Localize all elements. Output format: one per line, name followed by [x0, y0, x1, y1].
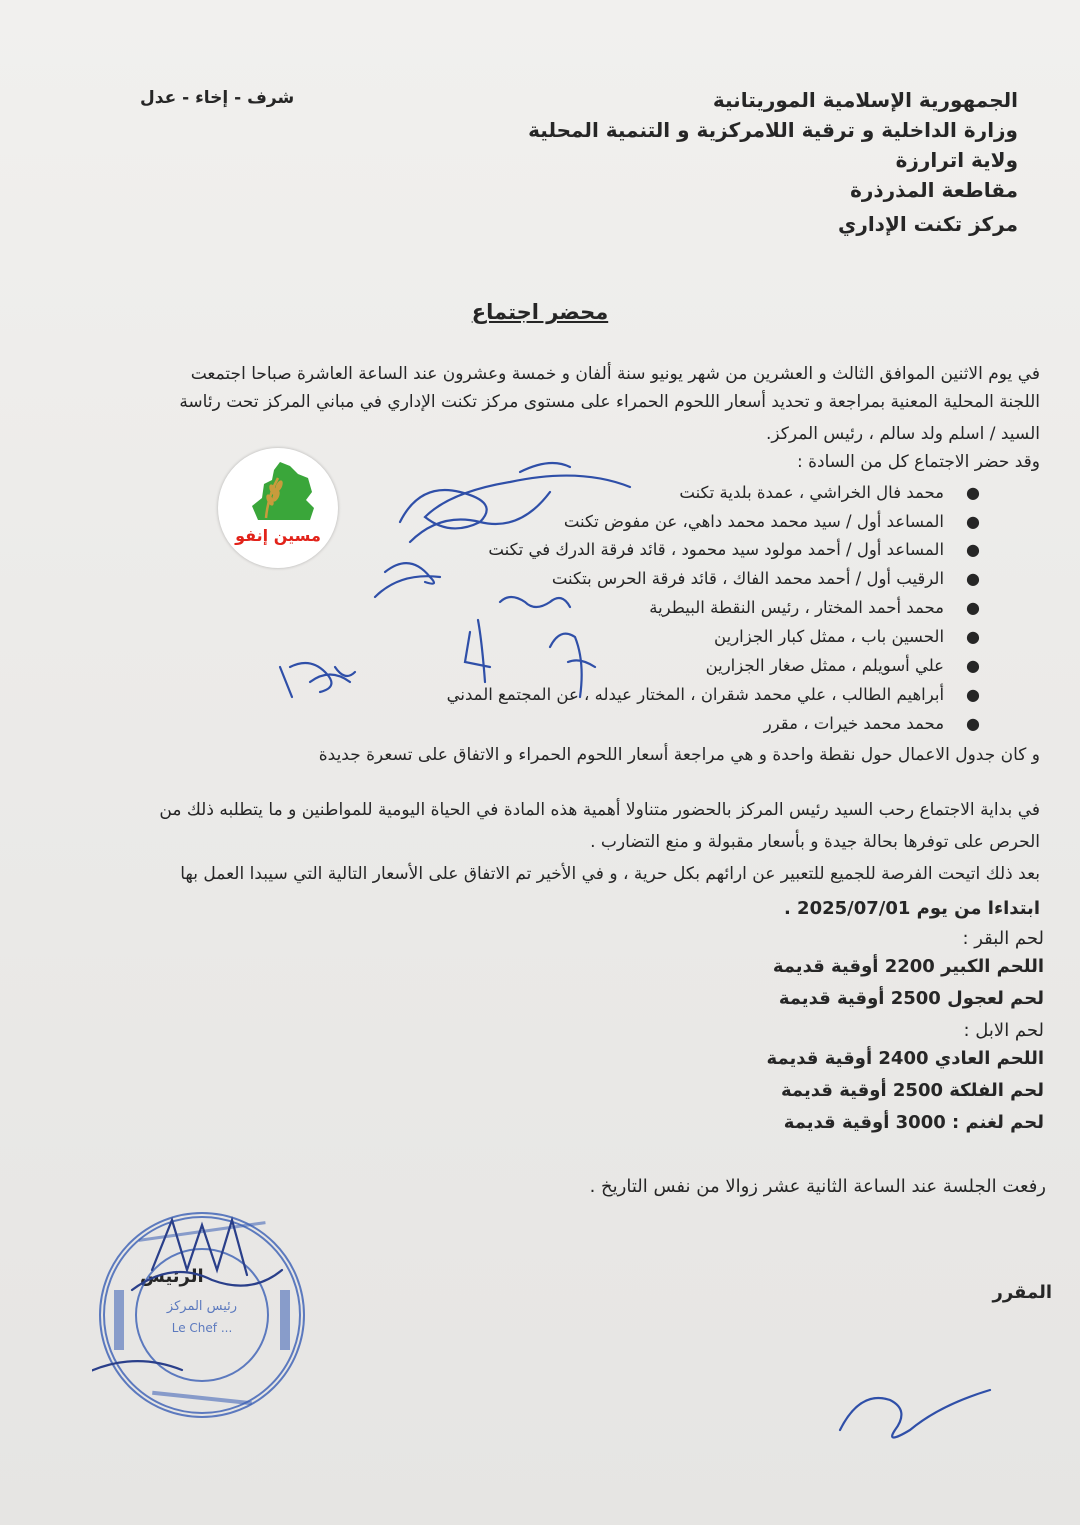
attendee-text: المساعد أول / أحمد مولود سيد محمود ، قائد فرقة الدرك في تكنت	[488, 540, 945, 559]
president-label: الرئيس	[140, 1266, 204, 1287]
attendee-item: ● الرقيب أول / أحمد محمد الفاك ، قائد فرقة الحرس بتكنت	[551, 569, 980, 588]
beef-regular-price: اللحم الكبير 2200 أوقية قديمة	[772, 956, 1044, 977]
stamp-inner-fr: Le Chef ...	[171, 1321, 233, 1335]
beef-heading: لحم البقر :	[962, 928, 1044, 949]
header-motto: شرف - إخاء - عدل	[140, 88, 295, 108]
attendee-item: ● محمد أحمد المختار ، رئيس النقطة البيطرية	[649, 598, 980, 617]
intro-line-3: السيد / اسلم ولد سالم ، رئيس المركز.	[765, 424, 1040, 444]
attendee-text: محمد فال الخراشي ، عمدة بلدية تكنت	[679, 483, 945, 502]
attendee-text: الرقيب أول / أحمد محمد الفاك ، قائد فرقة الحرس بتكنت	[551, 569, 945, 588]
sheep-price: لحم لغنم : 3000 أوقية قديمة	[783, 1112, 1044, 1133]
attendee-item: ● المساعد أول / أحمد مولود سيد محمود ، قائد فرقة الدرك في تكنت	[488, 540, 980, 559]
attendee-text: المساعد أول / سيد محمد محمد داهي، عن مفوض تكنت	[563, 512, 945, 531]
attendee-item: ● علي أسويلم ، ممثل صغار الجزارين	[705, 656, 980, 675]
attendee-text: محمد أحمد المختار ، رئيس النقطة البيطرية	[649, 598, 945, 617]
attendee-item: ● الحسين باب ، ممثل كبار الجزارين	[714, 627, 980, 646]
attendee-item: ● محمد محمد خيرات ، مقرر	[763, 714, 980, 733]
body-line-2: الحرص على توفرها بحالة جيدة و بأسعار مقبولة و منع التضارب .	[590, 832, 1040, 852]
closing-line: رفعت الجلسة عند الساعة الثانية عشر زوالا من نفس التاريخ .	[589, 1176, 1046, 1197]
header-wilaya: ولاية اترارزة	[895, 148, 1018, 172]
attendee-text: الحسين باب ، ممثل كبار الجزارين	[714, 627, 945, 646]
attendee-signatures	[250, 452, 850, 722]
header-ministry: وزارة الداخلية و ترقية اللامركزية و التنمية المحلية	[528, 118, 1018, 142]
rapporteur-label: المقرر	[992, 1282, 1052, 1303]
intro-line-2: اللجنة المحلية المعنية بمراجعة و تحديد أسعار اللحوم الحمراء على مستوى مركز تكنت الإداري في مباني المركز تحت رئاسة	[179, 392, 1040, 412]
camel-young-price: لحم الفلكة 2500 أوقية قديمة	[781, 1080, 1044, 1101]
header-country: الجمهورية الإسلامية الموريتانية	[712, 88, 1018, 112]
beef-calf-price: لحم لعجول 2500 أوقية قديمة	[778, 988, 1044, 1009]
attendee-text: أبراهيم الطالب ، علي محمد شقران ، المختار عيدله ، عن المجتمع المدني	[446, 685, 945, 704]
attendee-text: محمد محمد خيرات ، مقرر	[763, 714, 945, 733]
official-stamp	[92, 1200, 312, 1430]
attendee-item: ● محمد فال الخراشي ، عمدة بلدية تكنت	[679, 483, 980, 502]
attendee-item: ● المساعد أول / سيد محمد محمد داهي، عن مفوض تكنت	[563, 512, 980, 531]
logo-text: مسين إنفو	[235, 526, 321, 545]
agenda-line: و كان جدول الاعمال حول نقطة واحدة و هي مراجعة أسعار اللحوم الحمراء و الاتفاق على تسعرة جديدة	[318, 745, 1040, 765]
intro-line-4: وقد حضر الاجتماع كل من السادة :	[797, 452, 1040, 472]
camel-heading: لحم الابل :	[963, 1020, 1044, 1041]
stamp-inner-ar: رئيس المركز	[166, 1299, 238, 1314]
header-moughataa: مقاطعة المذرذرة	[850, 178, 1018, 202]
header-center: مركز تكنت الإداري	[837, 212, 1018, 236]
rapporteur-signature	[830, 1360, 1000, 1460]
attendee-item: ● أبراهيم الطالب ، علي محمد شقران ، المختار عيدله ، عن المجتمع المدني	[446, 685, 980, 704]
body-line-1: في بداية الاجتماع رحب السيد رئيس المركز بالحضور متناولا أهمية هذه المادة في الحياة اليومية للمواطنين و ما يتطلبه ذلك من	[159, 800, 1040, 820]
body-line-3: بعد ذلك اتيحت الفرصة للجميع للتعبير عن ارائهم بكل حرية ، و في الأخير تم الاتفاق على الأسعار التالية التي سيبدا العمل بها	[180, 864, 1040, 884]
camel-regular-price: اللحم العادي 2400 أوقية قديمة	[766, 1048, 1044, 1069]
document-title: محضر اجتماع	[471, 300, 609, 324]
body-line-4: ابتداءا من يوم 2025/07/01 .	[783, 898, 1040, 919]
intro-line-1: في يوم الاثنين الموافق الثالث و العشرين من شهر يونيو سنة ألفان و خمسة وعشرون عند الساعة العاشرة صباحا اجتمعت	[190, 364, 1040, 384]
attendee-text: علي أسويلم ، ممثل صغار الجزارين	[705, 656, 945, 675]
